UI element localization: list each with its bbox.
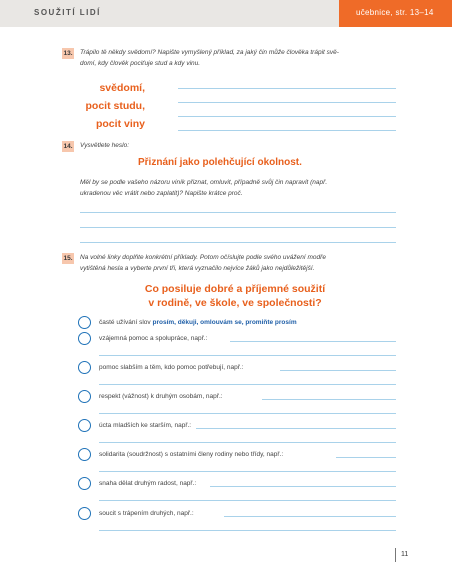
answer-line[interactable] bbox=[178, 88, 396, 89]
polite-words-bold: prosím, děkuji, omlouvám se, promiňte prosím bbox=[152, 319, 297, 326]
ranking-circle[interactable] bbox=[78, 361, 91, 374]
answer-line[interactable] bbox=[99, 471, 396, 472]
page-number: 11 bbox=[401, 551, 409, 558]
question-14-line-2: ukradenou věc vrátit nebo zaplatit)? Napište krátce proč. bbox=[80, 189, 243, 197]
question-14-text bbox=[80, 178, 400, 199]
answer-line[interactable] bbox=[99, 500, 396, 501]
question-14-prompt: Vysvětlete heslo: bbox=[80, 142, 130, 149]
question-13-line-1: Trápilo tě někdy svědomí? Napište vymyšlený příklad, za jaký čin může člověka trápit svě- bbox=[80, 49, 339, 56]
question-14-line-1: Měl by se podle vašeho názoru viník přiznat, omluvit, případně svůj čin napravit (např. bbox=[80, 179, 328, 186]
question-15-title-line-2: v rodině, ve škole, ve společnosti? bbox=[148, 297, 322, 309]
ranking-circle[interactable] bbox=[78, 390, 91, 403]
answer-line[interactable] bbox=[280, 370, 396, 371]
answer-line[interactable] bbox=[224, 516, 396, 517]
answer-line[interactable] bbox=[99, 355, 396, 356]
item-frequent-polite-words: časté užívání slov prosím, děkuji, omlouvám se, promiňte prosím bbox=[99, 319, 297, 326]
ranking-circle[interactable] bbox=[78, 448, 91, 461]
answer-line[interactable] bbox=[80, 212, 396, 213]
answer-line[interactable] bbox=[178, 130, 396, 131]
answer-line[interactable] bbox=[99, 530, 396, 531]
item-make-others-happy: snaha dělat druhým radost, např.: bbox=[99, 480, 197, 487]
term-svedomi: svědomí, bbox=[99, 82, 145, 94]
header-chapter-bar bbox=[0, 0, 339, 27]
item-help-the-weak: pomoc slabším a těm, kdo pomoc potřebují, např.: bbox=[99, 364, 244, 371]
item-mutual-help: vzájemná pomoc a spolupráce, např.: bbox=[99, 335, 208, 342]
ranking-circle[interactable] bbox=[78, 316, 91, 329]
answer-line[interactable] bbox=[178, 102, 396, 103]
answer-line[interactable] bbox=[99, 442, 396, 443]
item-respect: respekt (vážnost) k druhým osobám, např.: bbox=[99, 393, 223, 400]
question-15-title bbox=[80, 282, 390, 310]
answer-line[interactable] bbox=[230, 341, 396, 342]
answer-line[interactable] bbox=[99, 384, 396, 385]
question-15-text bbox=[80, 253, 400, 274]
question-13-text bbox=[80, 48, 400, 69]
answer-line[interactable] bbox=[336, 457, 396, 458]
page-number-divider bbox=[395, 548, 396, 562]
header-reference-bar bbox=[339, 0, 452, 27]
ranking-circle[interactable] bbox=[78, 332, 91, 345]
question-15-number: 15. bbox=[63, 255, 73, 262]
answer-line[interactable] bbox=[262, 399, 396, 400]
answer-line[interactable] bbox=[178, 116, 396, 117]
item-compassion: soucit s trápením druhých, např.: bbox=[99, 510, 194, 517]
term-pocit-viny: pocit viny bbox=[95, 118, 145, 130]
term-pocit-studu: pocit studu, bbox=[85, 100, 145, 112]
item-solidarity: solidarita (soudržnost) s ostatními členy rodiny nebo třídy, např.: bbox=[99, 451, 284, 458]
question-14-number: 14. bbox=[63, 143, 73, 150]
answer-line[interactable] bbox=[99, 413, 396, 414]
answer-line[interactable] bbox=[80, 242, 396, 243]
question-15-line-2: vytištěná hesla a vyberte první tři, která vyznačilo nejvíce žáků jako nejdůležitější. bbox=[80, 264, 315, 272]
textbook-reference: učebnice, str. 13–14 bbox=[356, 8, 434, 17]
question-15-title-line-1: Co posiluje dobré a příjemné soužití bbox=[144, 283, 326, 295]
question-15-line-1: Na volné linky doplňte konkrétní příklady. Potom očíslujte podle svého uvážení modře bbox=[80, 254, 326, 261]
question-13-number: 13. bbox=[63, 50, 73, 57]
ranking-circle[interactable] bbox=[78, 477, 91, 490]
answer-line[interactable] bbox=[80, 227, 396, 228]
item-respect-for-elders: úcta mladších ke starším, např.: bbox=[99, 422, 192, 429]
ranking-circle[interactable] bbox=[78, 419, 91, 432]
answer-line[interactable] bbox=[210, 486, 396, 487]
chapter-title: SOUŽITÍ LIDÍ bbox=[34, 8, 101, 17]
ranking-circle[interactable] bbox=[78, 507, 91, 520]
answer-line[interactable] bbox=[196, 428, 396, 429]
motto: Přiznání jako polehčující okolnost. bbox=[138, 157, 302, 168]
question-13-line-2: domí, kdy člověk pociťuje stud a kdy vinu. bbox=[80, 59, 201, 67]
